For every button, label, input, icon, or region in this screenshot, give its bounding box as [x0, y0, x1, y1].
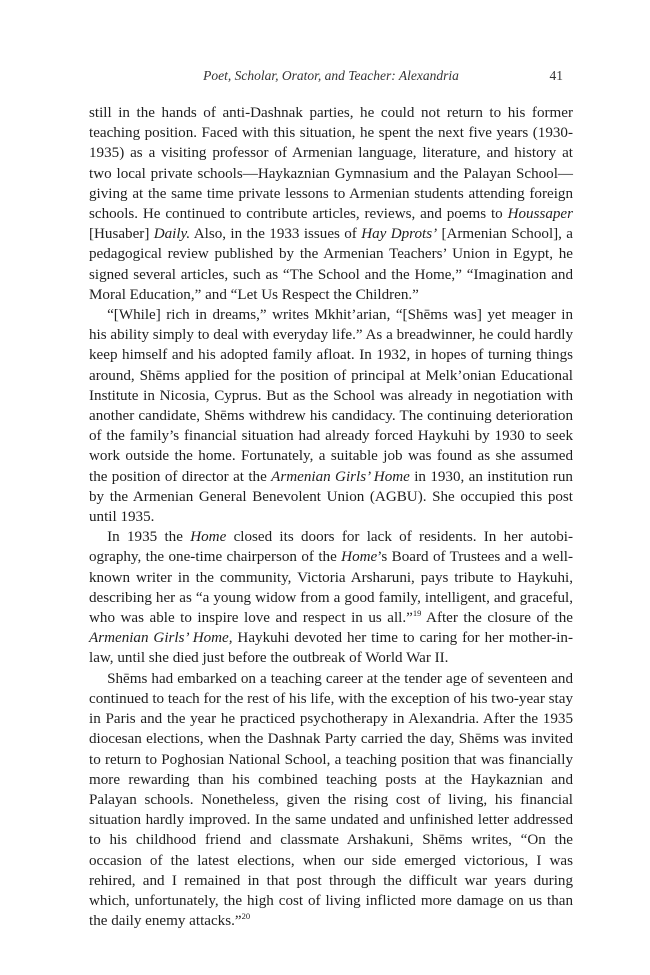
running-head-title: Poet, Scholar, Orator, and Teacher: Alexandria: [203, 68, 459, 83]
footnote-ref: 19: [412, 608, 422, 619]
paragraph: [89, 103, 573, 305]
paragraph: [89, 669, 573, 932]
italic-text: Daily.: [153, 226, 191, 243]
italic-text: Houssaper: [507, 206, 573, 223]
italic-text: Armenian Girls’ Home: [271, 468, 410, 485]
paragraph: [89, 305, 573, 527]
text-run: Also, in the 1933 issues of: [190, 226, 362, 243]
footnote-ref: 20: [241, 911, 251, 922]
text-run: [Husaber]: [89, 226, 154, 243]
text-run: Haykuhi devoted her time to caring for her mother-in-law, until she died just before the outbreak of World War II.: [89, 630, 573, 667]
italic-text: Armenian Girls’ Home,: [89, 630, 233, 647]
italic-text: Home: [341, 549, 378, 566]
page-number: 41: [549, 68, 563, 83]
running-head: [89, 66, 573, 86]
italic-text: Hay Dprots’: [361, 226, 438, 243]
text-run: In 1935 the: [107, 529, 191, 546]
text-run: “[While] rich in dreams,” writes Mkhit’arian, “[Shēms was] yet meager in his ability simply to deal with everyday life.” As a breadwinner, he could hardly keep himself and his adopted family afloat. In 1932, in hopes of turning things around, Shēms applied for the position of principal at Melk’onian Educational Institute in Nicosia, Cyprus. But as the School was already in negotiation with another candidate, Shēms withdrew his candidacy. The continuing deterioration of the family’s financial situation had already forced Haykuhi by 1930 to seek work outside the home. Fortunately, a suitable job was found as she assumed the position of director at the: [89, 307, 573, 485]
text-run: After the closure of the: [421, 610, 574, 627]
paragraph: [89, 527, 573, 668]
text-run: Shēms had embarked on a teaching career at the tender age of seventeen and continued to teach for the rest of his life, with the exception of his two-year stay in Paris and the year he practiced psychotherapy in Alexandria. After the 1935 diocesan elections, when the Dashnak Party carried the day, Shēms was invited to return to Poghosian National School, a teaching position that was financially more rewarding than his combined teaching posts at the Haykaznian and Palayan schools. Nonetheless, given the rising cost of living, his financial situation hardly improved. In the same undated and unfinished letter addressed to his childhood friend and classmate Arshakuni, Shēms writes, “On the occasion of the latest elections, when our side emerged victorious, I was rehired, and I remained in that post through the difficult war years during which, unfortunately, the high cost of living inflicted more damage on us than the daily enemy attacks.”: [89, 670, 573, 930]
text-run: still in the hands of anti-Dashnak parties, he could not return to his former teaching position. Faced with this situation, he spent the next five years (1930-1935) as a visiting professor of Armenian language, literature, and history at two local private schools—Haykaznian Gymnasium and the Palayan School—giving at the same time private lessons to Armenian students attending foreign schools. He continued to contribute articles, reviews, and poems to: [89, 105, 573, 223]
text-run: in 1930, an institution run by the Armenian General Benevolent Union (AGBU). She occupied this post until 1935.: [89, 468, 573, 526]
text-run: [Armenian School], a pedagogical review published by the Armenian Teachers’ Union in Egypt, he signed several articles, such as “The School and the Home,” “Imagination and Moral Education,” and “Let Us Respect the Children.”: [89, 226, 573, 303]
italic-text: Home: [190, 529, 227, 546]
text-run: ’s Board of Trustees and a well-known writer in the community, Victoria Arsharuni, pays tribute to Haykuhi, describing her as “a young widow from a good family, intelligent, and graceful, who was able to inspire love and respect in us all.”: [89, 549, 573, 627]
body-text: [89, 103, 573, 931]
text-run: closed its doors for lack of residents. In her autobiography, the one-time chairperson of the: [89, 529, 573, 566]
